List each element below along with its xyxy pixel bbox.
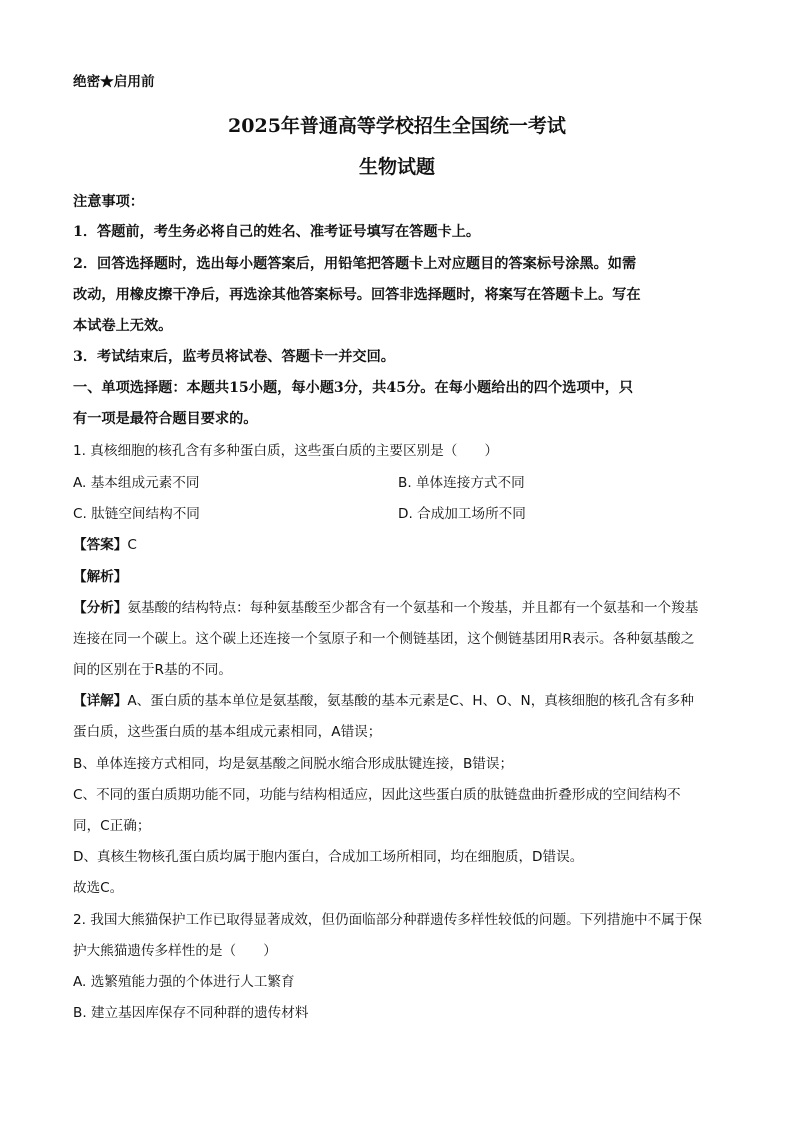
xiangjie-text-a1: A、蛋白质的基本单位是氨基酸，氨基酸的基本元素是C、H、O、N，真核细胞的核孔含有多种 <box>127 693 694 709</box>
q2-stem-line-2: 护大熊猫遗传多样性的是（ ） <box>73 943 277 959</box>
q1-xiangjie-line-1 <box>73 691 723 711</box>
q1-xiangjie-b: B、单体连接方式相同，均是氨基酸之间脱水缩合形成肽键连接，B错误； <box>73 756 514 772</box>
q1-option-d: D. 合成加工场所不同 <box>398 506 526 522</box>
fenxi-tag: 【分析】 <box>73 600 128 616</box>
q1-xiangjie-c-line-2: 同，C正确； <box>73 818 151 834</box>
q1-xiangjie-a-line-2: 蛋白质，这些蛋白质的基本组成元素相同，A错误； <box>73 724 382 740</box>
q1-stem: 1. 真核细胞的核孔含有多种蛋白质，这些蛋白质的主要区别是（ ） <box>73 443 499 459</box>
analysis-tag: 【解析】 <box>73 569 128 585</box>
fenxi-text-1: 氨基酸的结构特点：每种氨基酸至少都含有一个氨基和一个羧基，并且都有一个氨基和一个羧基 <box>127 600 699 616</box>
notice-item-3: 3．考试结束后，监考员将试卷、答题卡一并交回。 <box>73 349 395 365</box>
section-heading-line-2: 有一项是最符合题目要求的。 <box>73 411 258 427</box>
notice-heading: 注意事项： <box>73 194 144 210</box>
q1-option-c: C. 肽链空间结构不同 <box>73 506 200 522</box>
notice-item-2-line-2: 改动，用橡皮擦干净后，再选涂其他答案标号。回答非选择题时，将案写在答题卡上。写在 <box>73 287 641 303</box>
q2-stem-line-1: 2. 我国大熊猫保护工作已取得显著成效，但仍面临部分种群遗传多样性较低的问题。下列措施中不属于保 <box>73 912 703 928</box>
answer-tag: 【答案】 <box>73 537 128 553</box>
answer-value: C <box>127 537 137 553</box>
q1-conclusion: 故选C。 <box>73 880 124 896</box>
q1-fenxi-line-3: 间的区别在于R基的不同。 <box>73 662 232 678</box>
q1-analysis-tag <box>73 567 723 587</box>
confidential-mark: 绝密★启用前 <box>73 74 155 90</box>
q1-xiangjie-d: D、真核生物核孔蛋白质均属于胞内蛋白，合成加工场所相同，均在细胞质，D错误。 <box>73 849 584 865</box>
q2-option-b: B. 建立基因库保存不同种群的遗传材料 <box>73 1005 309 1021</box>
q1-fenxi-line-2: 连接在同一个碳上。这个碳上还连接一个氢原子和一个侧链基团，这个侧链基团用R表示。各种氨基酸之 <box>73 631 695 647</box>
section-heading-line-1: 一、单项选择题：本题共15小题，每小题3分，共45分。在每小题给出的四个选项中，只 <box>73 380 634 396</box>
exam-subtitle: 生物试题 <box>358 156 435 178</box>
q1-xiangjie-c-line-1: C、不同的蛋白质期功能不同，功能与结构相适应，因此这些蛋白质的肽链盘曲折叠形成的空间结构不 <box>73 787 681 803</box>
q1-answer-row <box>73 535 723 555</box>
xiangjie-tag: 【详解】 <box>73 693 128 709</box>
notice-item-1: 1．答题前，考生务必将自己的姓名、准考证号填写在答题卡上。 <box>73 224 481 240</box>
exam-title: 2025年普通高等学校招生全国统一考试 <box>228 115 566 137</box>
notice-item-2-line-1: 2．回答选择题时，选出每小题答案后，用铅笔把答题卡上对应题目的答案标号涂黑。如需 <box>73 256 637 272</box>
q2-option-a: A. 选繁殖能力强的个体进行人工繁育 <box>73 974 295 990</box>
q1-option-a: A. 基本组成元素不同 <box>73 475 200 491</box>
notice-item-2-line-3: 本试卷上无效。 <box>73 318 173 334</box>
q1-fenxi-line-1 <box>73 598 723 618</box>
q1-option-b: B. 单体连接方式不同 <box>398 475 525 491</box>
